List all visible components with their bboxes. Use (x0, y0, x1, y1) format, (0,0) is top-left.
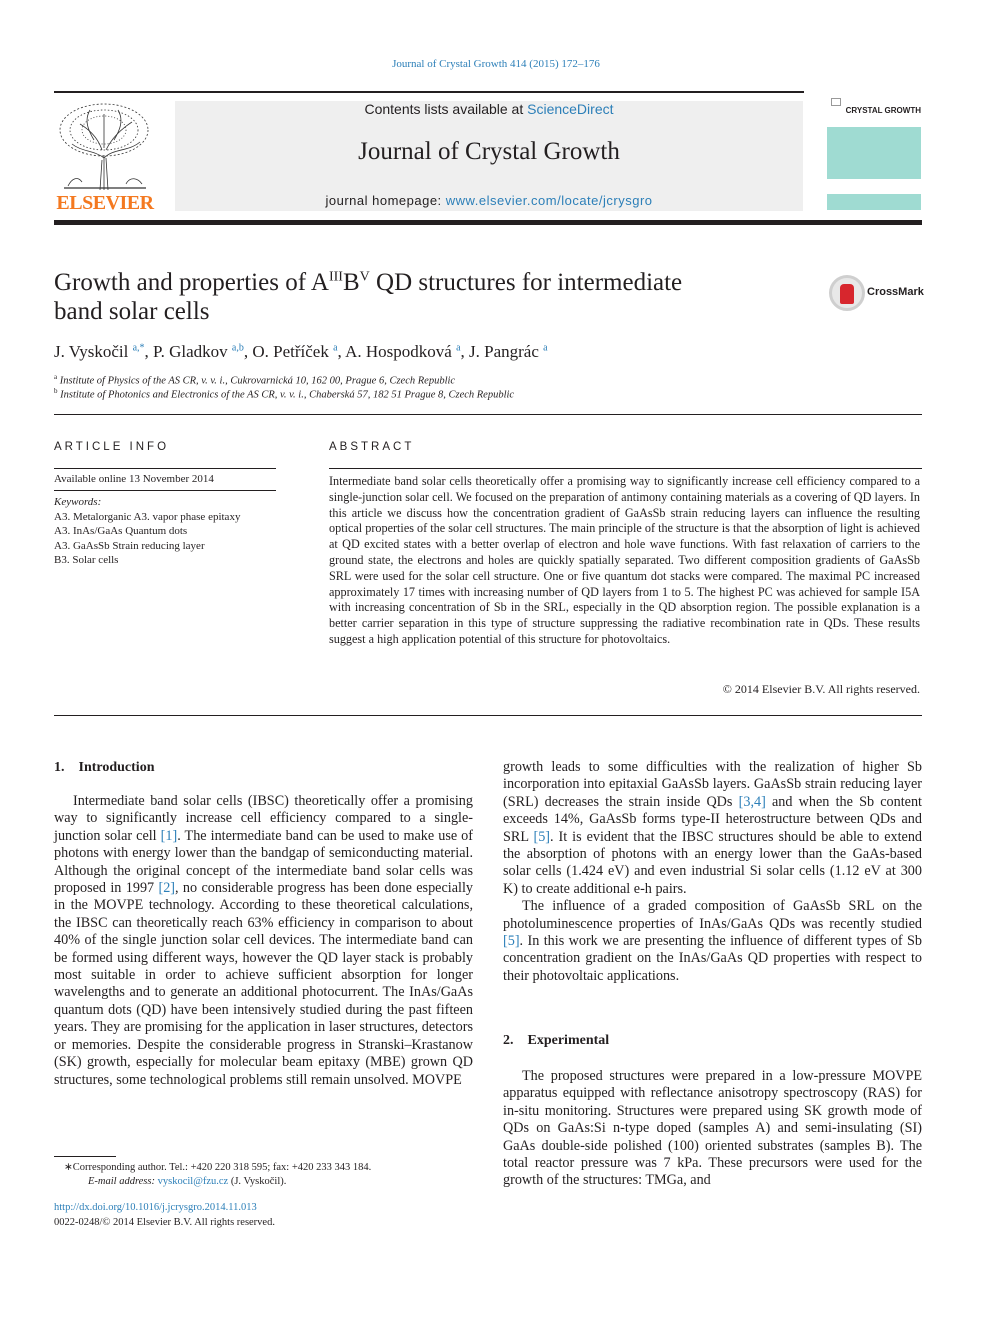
footnote-rule (54, 1156, 116, 1157)
intro-paragraph: Intermediate band solar cells (IBSC) theoretically offer a promising way to significantly increase cell efficiency compared to a single-junction solar cell [1]. The intermediate band can be used to make use of photons with energy lower than the bandgap of semiconducting material. Although the original concept of the intermediate band solar cells was proposed in 1997 [2], no considerable progress has been done especially in the MOVPE technology. According to these theoretical calculations, the IBSC can theoretically reach 63% efficiency in comparison to about 40% of the single junction solar cell devices. The intermediate band can be formed using different ways, however the QD layer stack is probably most suitable in order to achieve sufficient absorption for longer wavelengths and to generate an additional photocurrent. The InAs/GaAs quantum dots (QD) have been intensively studied during the past fifteen years. They are promising for the application in laser structures, detectors or memories. Despite the considerable progress in Stranski–Krastanow (SK) growth, especially for molecular beam epitaxy (MBE) grown QD structures, some technological problems still remain unsolved. MOVPE (54, 793, 473, 1088)
cover-logo-icon (831, 98, 841, 106)
abstract-heading: ABSTRACT (329, 441, 415, 453)
divider (329, 468, 922, 469)
author-name[interactable]: A. Hospodková (345, 342, 452, 361)
doi-link[interactable]: http://dx.doi.org/10.1016/j.jcrysgro.2014.11.013 (54, 1202, 257, 1213)
author-affil-marker[interactable]: a (543, 342, 548, 354)
experimental-paragraph: The proposed structures were prepared in a low-pressure MOVPE apparatus equipped with reflectance anisotropy spectroscopy (RAS) for in-situ monitoring. Structures were prepared using SK growth mode of QDs on GaAs:Si n-type doped (samples A) and semi-insulating (SI) GaAs double-side polished (100) oriented substrates (samples B). The total reactor pressure was 7 kPa. These precursors were used for the growth of the structures: TMGa, and (503, 1068, 922, 1189)
title-part-3: QD structures for intermediate (369, 269, 683, 296)
affiliation (54, 387, 514, 401)
title-part-1: Growth and properties of A (54, 269, 329, 296)
affiliation (54, 373, 455, 387)
homepage-prefix: journal homepage: (325, 193, 446, 208)
crossmark-label: CrossMark (867, 286, 924, 298)
divider (54, 715, 922, 716)
author-affil-marker[interactable]: a (456, 342, 461, 354)
affiliation-text: Institute of Photonics and Electronics of the AS CR, v. v. i., Chaberská 57, 182 51 Prague 8, Czech Republic (60, 389, 515, 401)
reference-link[interactable]: [5] (533, 828, 551, 845)
crossmark-button[interactable] (829, 275, 929, 311)
article-title (54, 268, 794, 326)
affiliation-label: a (54, 373, 58, 381)
email-label: E-mail address: (88, 1176, 158, 1187)
cover-band (827, 127, 921, 179)
sciencedirect-link[interactable]: ScienceDirect (527, 101, 614, 117)
reference-link[interactable]: [5] (503, 933, 520, 950)
affiliation-text: Institute of Physics of the AS CR, v. v. i., Cukrovarnická 10, 162 00, Prague 6, Czech Republic (59, 375, 456, 387)
author-name[interactable]: O. Petříček (252, 342, 329, 361)
section-heading-introduction: 1. Introduction (54, 760, 155, 775)
title-superscript-2: V (359, 269, 370, 285)
reference-link[interactable]: [2] (158, 880, 176, 897)
author-name[interactable]: P. Gladkov (153, 342, 228, 361)
divider (54, 414, 922, 415)
title-superscript-1: III (328, 269, 343, 285)
cover-title: CRYSTAL GROWTH (845, 106, 921, 115)
elsevier-tree-icon (54, 100, 156, 192)
elsevier-logo (54, 100, 156, 212)
contents-prefix: Contents lists available at (364, 101, 528, 117)
keyword: A3. InAs/GaAs Quantum dots (54, 525, 188, 537)
author-affil-marker[interactable]: a,b (231, 342, 244, 354)
journal-cover-thumbnail[interactable] (827, 96, 921, 212)
footnote-contact: ∗Corresponding author. Tel.: +420 220 318 595; fax: +420 233 343 184. (64, 1162, 372, 1173)
header-thick-rule (54, 220, 922, 225)
author-affil-marker[interactable]: a (333, 342, 338, 354)
divider (54, 468, 276, 469)
section-heading-experimental: 2. Experimental (503, 1033, 610, 1048)
crossmark-icon (829, 275, 865, 311)
keyword: B3. Solar cells (54, 554, 119, 566)
title-part-2: B (342, 269, 360, 296)
intro-continuation: growth leads to some difficulties with the realization of higher Sb incorporation into epitaxial GaAsSb layers. GaAsSb strain reducing layer (SRL) decreases the strain inside QDs [3,4] and when the Sb content exceeds 14%, GaAsSb forms type-II heterostructure between QDs and SRL [5]. It is evident that the IBSC structures should be able to extend the absorption of photons with an energy lower than the GaAs-based solar cells (1.424 eV) and even industrial Si solar cells (1.12 eV at 300 K) to create additional e-h pairs. The influence of a graded composition of GaAsSb SRL on the photoluminescence properties of InAs/GaAs QDs was recently studied [5]. In this work we are presenting the influence of different types of Sb concentration gradient on the InAs/GaAs QD properties with respect to their photovoltaic applications. (503, 759, 923, 984)
reference-link[interactable]: [1] (160, 827, 178, 844)
divider (54, 490, 276, 491)
affiliation-label: b (54, 387, 58, 395)
header-rule (54, 91, 804, 93)
abstract-copyright: © 2014 Elsevier B.V. All rights reserved. (722, 682, 920, 696)
author-affil-marker[interactable]: a,* (132, 342, 145, 354)
keyword: A3. Metalorganic A3. vapor phase epitaxy (54, 511, 241, 523)
title-line-2: band solar cells (54, 298, 210, 325)
journal-name: Journal of Crystal Growth (358, 138, 620, 165)
elsevier-wordmark: ELSEVIER (56, 192, 154, 214)
article-info-heading: ARTICLE INFO (54, 441, 170, 453)
author-name[interactable]: J. Vyskočil (54, 342, 129, 361)
email-link[interactable]: vyskocil@fzu.cz (157, 1176, 229, 1187)
journal-citation-link[interactable]: Journal of Crystal Growth 414 (2015) 172–176 (392, 58, 600, 70)
reference-link[interactable]: [3,4] (738, 793, 766, 810)
corresponding-author-footnote: ∗Corresponding author. Tel.: +420 220 318 595; fax: +420 233 343 184. E-mail address: vyskocil@fzu.cz (J. Vyskočil). (54, 1161, 474, 1189)
homepage-link[interactable]: www.elsevier.com/locate/jcrysgro (445, 193, 653, 208)
issn-copyright: 0022-0248/© 2014 Elsevier B.V. All rights reserved. (54, 1217, 275, 1228)
keywords-label: Keywords: (54, 496, 102, 508)
cover-band-lower (827, 194, 921, 210)
homepage-line (175, 193, 803, 208)
abstract-text: Intermediate band solar cells theoretically offer a promising way to significantly increase cell efficiency compared to a single-junction solar cell. We focused on the preparation of antimony containing materials as a covering of QD layers. In this article we discuss how the concentration gradient of GaAsSb strain reducing layers can influence the resulting optical properties of the solar cell structures. The main principle of the structure is that the absorption of light is achieved at QD excited states with a better overlap of electron and hole wave functions. With fast relaxation of carriers to the ground state, the electrons and holes are quickly spatially separated. Two different composition gradients of GaAsSb SRL were used for the solar cell structure. One or five quantum dot stacks were compared. The maximal PC increased approximately 17 times with increasing number of QD layers from 1 to 5. The highest PC was achieved for sample I5A with increasing concentration of Sb in the SRL, especially in the QD absorption region. The possible explanation is a better carrier separation in this type of structure suppressing the radiative recombination rate in QDs. These results suggest a high application potential of this structure for photovoltaics. (329, 474, 920, 646)
author-name[interactable]: J. Pangrác (469, 342, 539, 361)
keyword: A3. GaAsSb Strain reducing layer (54, 540, 205, 552)
contents-line (175, 101, 803, 117)
available-online-date: Available online 13 November 2014 (54, 473, 214, 485)
author-list: J. Vyskočil $^{a,*}$, P. Gladkov $^{a,b}$, O. Petříček $^a$, A. Hospodková $^a$, J. Pangrác $^a$ (54, 342, 548, 361)
